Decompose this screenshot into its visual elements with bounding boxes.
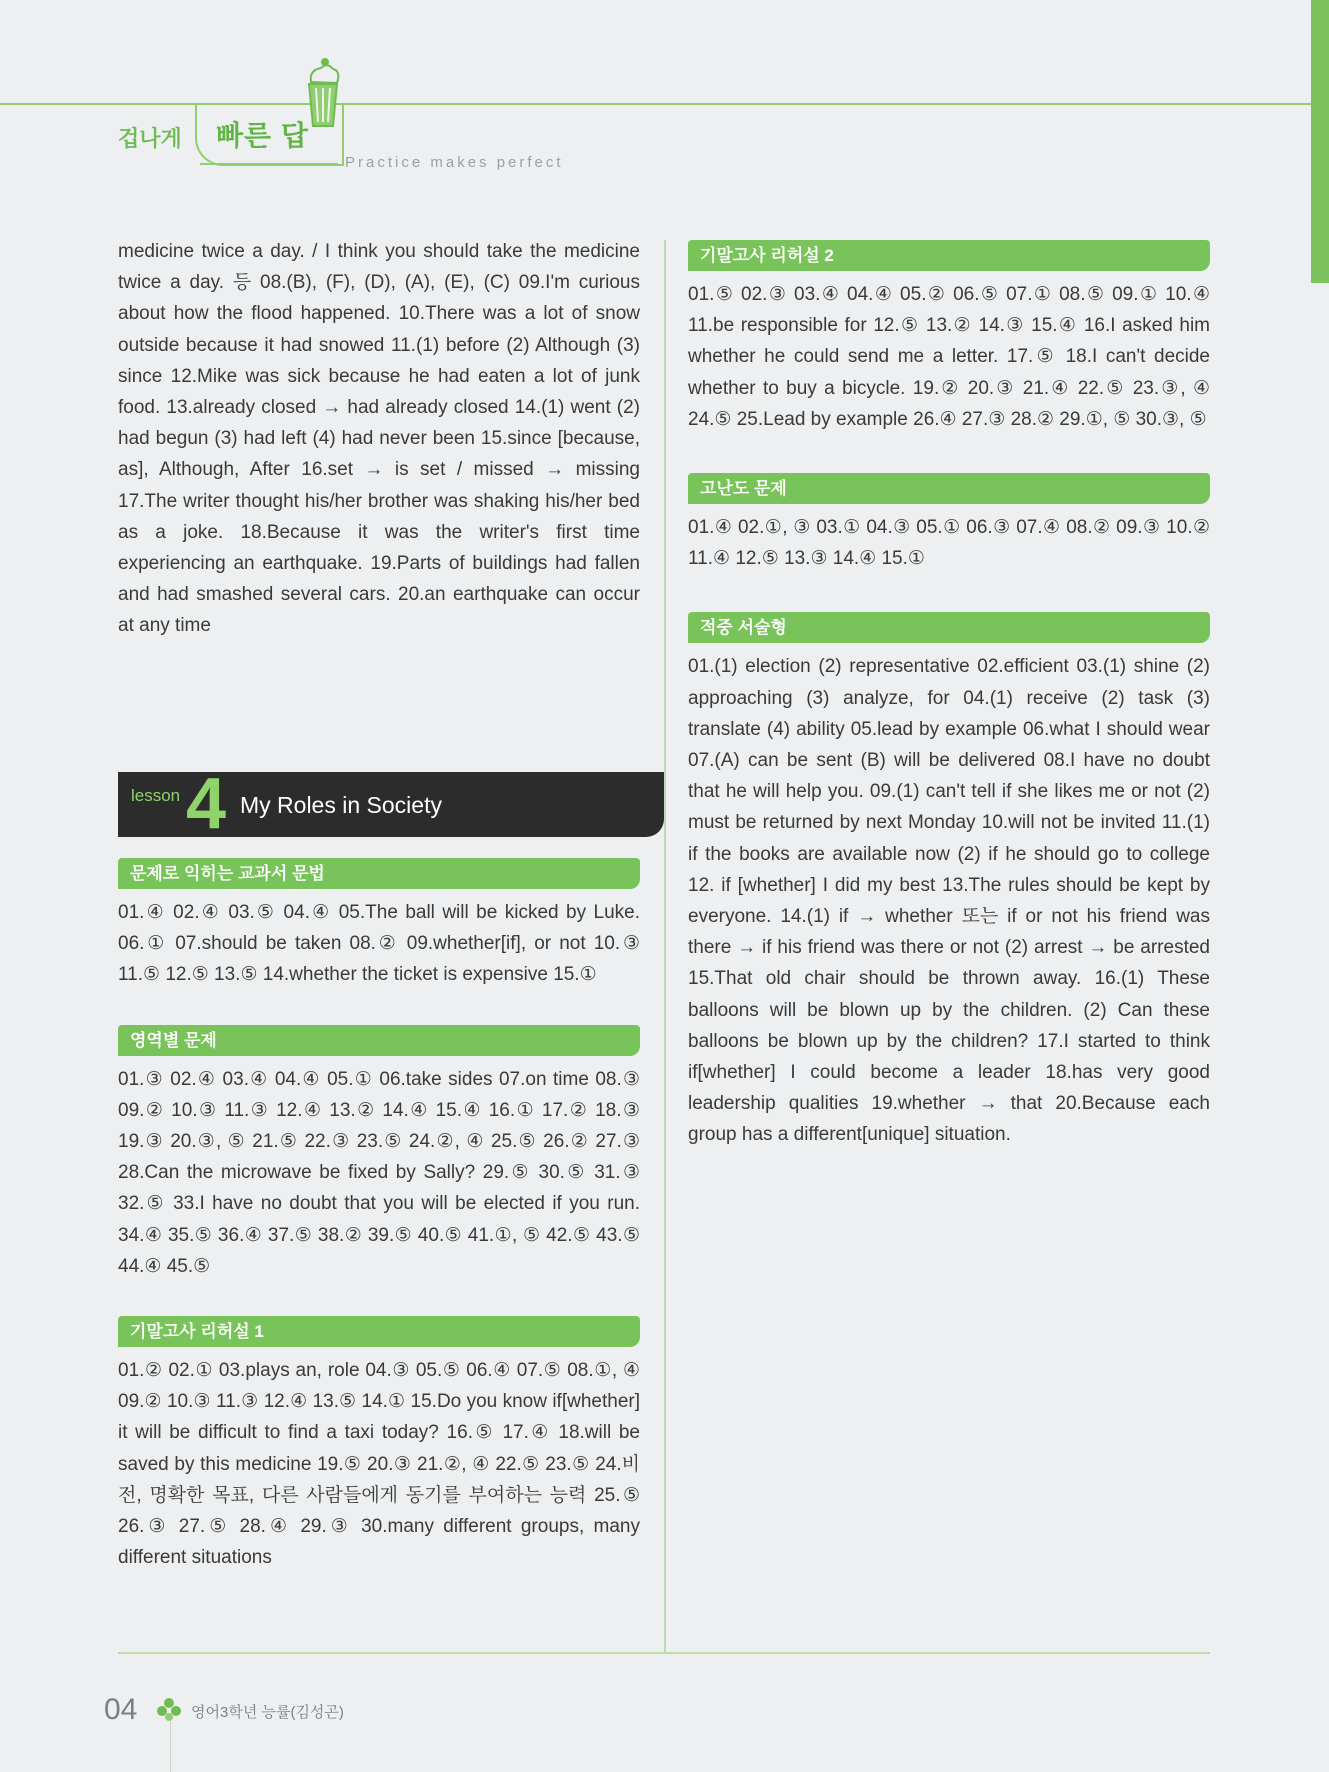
section-heading-writing: 적중 서술형 [688,612,1210,643]
subtitle-rule [200,163,338,165]
left-sections [118,858,640,1573]
section-answers-grammar: 01.④ 02.④ 03.⑤ 04.④ 05.The ball will be kicked by Luke. 06.① 07.should be taken 08.② 09.whether[if], or not 10.③ 11.⑤ 12.⑤ 13.⑤ 14.whether the ticket is expensive 15.① [118,902,640,986]
section-answers-area: 01.③ 02.④ 03.④ 04.④ 05.① 06.take sides 07.on time 08.③ 09.② 10.③ 11.③ 12.④ 13.② 14.④ 15.④ 16.① 17.② 18.③ 19.③ 20.③, ⑤ 21.⑤ 22.③ 23.⑤ 24.②, ④ 25.⑤ 26.② 27.③ 28.Can the microwave be fixed by Sally? 29.⑤ 30.⑤ 31.③ 32.⑤ 33.I have no doubt that you will be elected if you run. 34.④ 35.⑤ 36.④ 37.⑤ 38.② 39.⑤ 40.⑤ 41.①, ⑤ 42.⑤ 43.⑤ 44.④ 45.⑤ [118,1068,640,1277]
header-subtitle: Practice makes perfect [345,154,564,171]
book-title: 영어3학년 능률(김성곤) [191,1704,344,1721]
cupcake-icon [303,56,343,138]
continuation-answers: medicine twice a day. / I think you should take the medicine twice a day. 등 08.(B), (F), (D), (A), (E), (C) 09.I'm curious about how the flood happened. 10.There was a lot of snow outside because it had snowed 11.(1) before (2) Although (3) since 12.Mike was sick because he had eaten a lot of junk food. 13.already closed → had already closed 14.(1) went (2) had begun (3) had left (4) had never been 15.since [because, as], Although, After 16.set → is set / missed → missing 17.The writer thought his/her brother was shaking his/her bed as a joke. 18.Because it was the writer's first time experiencing an earthquake. 19.Parts of buildings had fallen and had smashed several cars. 20.an earthquake can occur at any time [118,241,640,637]
section-answers-hard: 01.④ 02.①, ③ 03.① 04.③ 05.① 06.③ 07.④ 08.② 09.③ 10.② 11.④ 12.⑤ 13.③ 14.④ 15.① [688,517,1210,570]
header-small-label: 겁나게 [118,126,182,151]
section-answers-writing: 01.(1) election (2) representative 02.efficient 03.(1) shine (2) approaching (3) analyze, for 04.(1) receive (2) task (3) translate (4) ability 05.lead by example 06.what I should wear 07.(A) can be sent (B) will be delivered 08.I have no doubt that he will help you. 09.(1) can't tell if she likes me or not (2) must be returned by next Monday 10.will not be invited 11.(1) if the books are available now (2) if he should go to college 12. if [whether] I did my best 13.The rules should be kept by everyone. 14.(1) if → whether 또는 if or not his friend was there → if his friend was there or not (2) arrest → be arrested 15.That old chair should be thrown away. 16.(1) These balloons will be blown up by the children. (2) Can these balloons be blown up by the children? 17.I started to think if[whether] I could become a leader 18.has very good leadership qualities 19.whether → that 20.Because each group has a different[unique] situation. [688,656,1210,1146]
footer-stem [170,1720,171,1772]
left-column [118,236,640,642]
section-heading-hard: 고난도 문제 [688,473,1210,504]
header-title: 빠른 답 [216,120,309,151]
lesson-title: My Roles in Society [240,792,442,818]
page-number: 04 [104,1693,138,1726]
section-heading-grammar: 문제로 익히는 교과서 문법 [118,858,640,889]
section-answers-final2: 01.⑤ 02.③ 03.④ 04.④ 05.② 06.⑤ 07.① 08.⑤ 09.① 10.④ 11.be responsible for 12.⑤ 13.② 14.③ 15.④ 16.I asked him whether he could send me a letter. 17.⑤ 18.I can't decide whether to buy a bicycle. 19.② 20.③ 21.④ 22.⑤ 23.③, ④ 24.⑤ 25.Lead by example 26.④ 27.③ 28.② 29.①, ⑤ 30.③, ⑤ [688,284,1210,430]
lesson-number: 4 [186,764,227,844]
right-column [688,240,1210,1151]
section-answers-final1: 01.② 02.① 03.plays an, role 04.③ 05.⑤ 06.④ 07.⑤ 08.①, ④ 09.② 10.③ 11.③ 12.④ 13.⑤ 14.① 15.Do you know if[whether] it will be difficult to find a taxi today? 16.⑤ 17.④ 18.will be saved by this medicine 19.⑤ 20.③ 21.②, ④ 22.⑤ 23.⑤ 24.비전, 명확한 목표, 다른 사람들에게 동기를 부여하는 능력 25.⑤ 26.③ 27.⑤ 28.④ 29.③ 30.many different groups, many different situations [118,1360,640,1569]
column-divider [664,240,666,1652]
clover-icon [156,1697,182,1723]
lesson-banner [118,764,664,844]
page-edge-tab [1311,0,1329,283]
section-heading-final1: 기말고사 리허설 1 [118,1316,640,1347]
lesson-word: lesson [131,786,181,805]
footer-rule [118,1652,1210,1654]
section-heading-area: 영역별 문제 [118,1025,640,1056]
section-heading-final2: 기말고사 리허설 2 [688,240,1210,271]
